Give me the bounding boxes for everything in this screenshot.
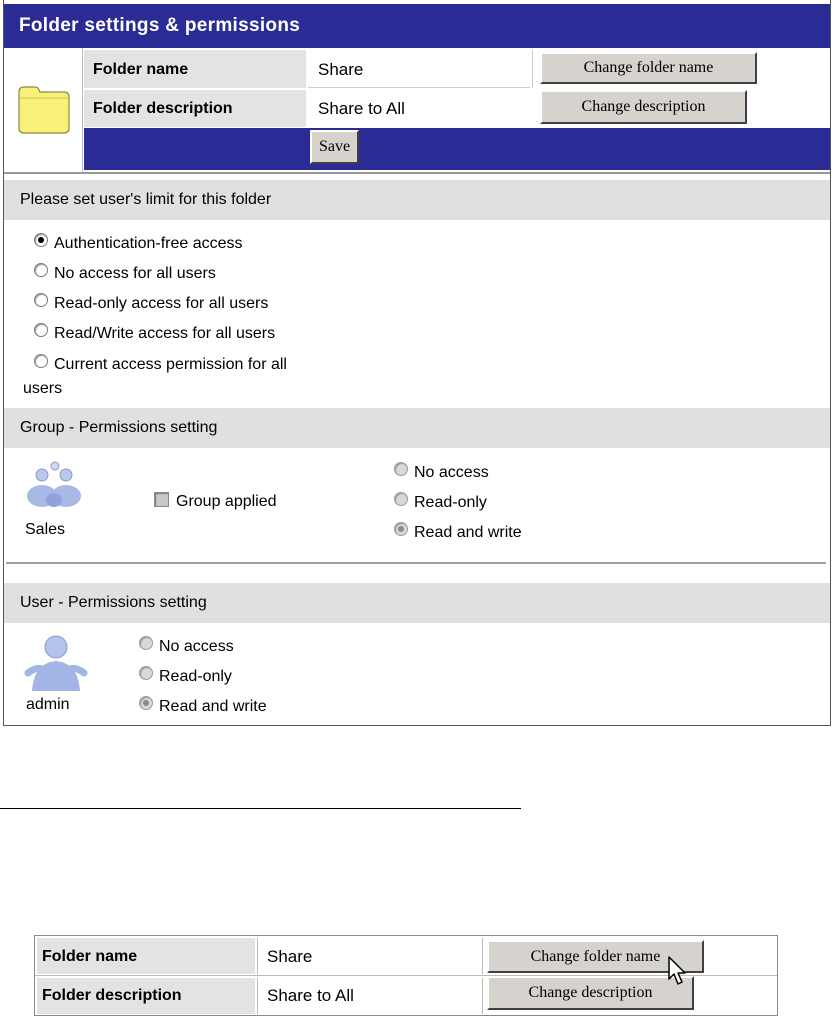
folder-detail-table: [34, 935, 778, 1016]
radio-icon[interactable]: [394, 492, 408, 506]
option-read-write-all[interactable]: Read/Write access for all users: [34, 323, 275, 343]
panel-title: Folder settings & permissions: [4, 4, 830, 48]
user-permissions-heading: User - Permissions setting: [4, 583, 830, 623]
group-name: Sales: [25, 521, 66, 538]
radio-icon[interactable]: [34, 323, 48, 337]
change-folder-name-button[interactable]: Change folder name: [540, 52, 757, 84]
folder-description-label: Folder description: [84, 90, 306, 127]
option-read-only-all[interactable]: Read-only access for all users: [34, 293, 268, 313]
divider: [4, 172, 830, 174]
checkbox-icon[interactable]: [154, 492, 169, 507]
detail-change-folder-name-button[interactable]: Change folder name: [487, 940, 704, 973]
radio-icon[interactable]: [394, 522, 408, 536]
group-applied-checkbox[interactable]: Group applied: [154, 492, 277, 511]
save-button[interactable]: Save: [310, 130, 359, 164]
radio-icon[interactable]: [34, 263, 48, 277]
detail-change-description-button[interactable]: Change description: [487, 976, 694, 1010]
mouse-pointer-icon: [667, 955, 689, 987]
detail-folder-description-label: Folder description: [37, 978, 255, 1014]
user-option-read-write[interactable]: Read and write: [139, 696, 267, 716]
radio-icon[interactable]: [34, 233, 48, 247]
radio-icon[interactable]: [139, 636, 153, 650]
group-icon: [22, 460, 88, 516]
folder-icon-cell: [4, 48, 83, 172]
folder-name-label: Folder name: [84, 50, 306, 88]
radio-icon[interactable]: [139, 666, 153, 680]
folder-description-value: Share to All: [318, 99, 405, 118]
option-no-access-all[interactable]: No access for all users: [34, 263, 216, 283]
save-row: [84, 128, 830, 170]
radio-icon[interactable]: [34, 354, 48, 368]
detail-folder-description-value: Share to All: [257, 978, 483, 1014]
folder-name-value: Share: [308, 50, 530, 88]
divider: [6, 562, 826, 564]
group-option-no-access[interactable]: No access: [394, 462, 489, 482]
user-limit-heading: Please set user's limit for this folder: [4, 180, 830, 220]
option-authentication-free[interactable]: Authentication-free access: [34, 233, 243, 253]
option-current-access[interactable]: Current access permission for all: [34, 354, 287, 374]
group-permissions-heading: Group - Permissions setting: [4, 408, 830, 448]
detail-folder-name-label: Folder name: [37, 938, 255, 974]
group-option-read-write[interactable]: Read and write: [394, 522, 522, 542]
user-name: admin: [26, 696, 70, 713]
user-option-no-access[interactable]: No access: [139, 636, 234, 656]
radio-icon[interactable]: [139, 696, 153, 710]
document-separator: [0, 808, 521, 809]
option-current-access-continued: users: [23, 380, 63, 397]
radio-icon[interactable]: [34, 293, 48, 307]
folder-settings-panel: [3, 0, 831, 726]
change-description-button[interactable]: Change description: [540, 90, 747, 124]
user-icon: [24, 633, 88, 693]
detail-folder-name-value: Share: [257, 938, 483, 974]
radio-icon[interactable]: [394, 462, 408, 476]
group-option-read-only[interactable]: Read-only: [394, 492, 487, 512]
folder-icon: [13, 84, 73, 136]
folder-info-block: [4, 48, 830, 172]
user-option-read-only[interactable]: Read-only: [139, 666, 232, 686]
